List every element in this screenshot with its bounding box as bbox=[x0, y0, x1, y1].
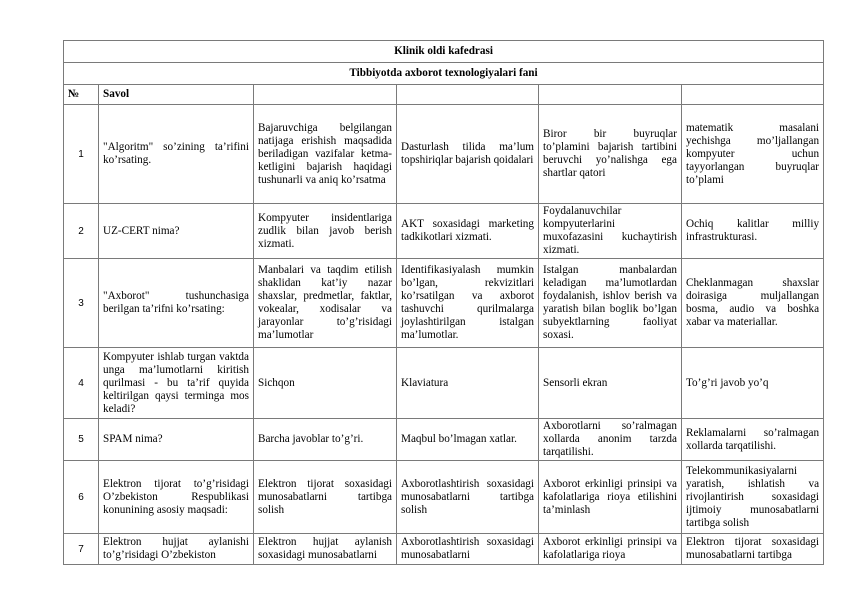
answer-option-b: Dasturlash tilida ma’lum topshiriqlar bajarish qoidalari bbox=[397, 105, 539, 204]
question-text: SPAM nima? bbox=[99, 419, 254, 461]
answer-option-c: Biror bir buyruqlar to’plamini bajarish tartibini beruvchi yo’nalishga ega shartlar qatori bbox=[539, 105, 682, 204]
answer-column-header bbox=[539, 85, 682, 105]
department-row bbox=[64, 41, 824, 63]
question-text: Elektron hujjat aylanishi to’g’risidagi O’zbekiston bbox=[99, 534, 254, 565]
answer-option-d: Ochiq kalitlar milliy infrastrukturasi. bbox=[682, 204, 824, 259]
answer-option-c: Istalgan manbalardan keladigan ma’lumotlardan foydalanish, ishlov berish va yaratish bilan boglik bo’lgan subyektlarning faoliyat soxasi. bbox=[539, 259, 682, 348]
table-row bbox=[64, 259, 824, 348]
answer-option-a: Elektron hujjat aylanish soxasidagi munosabatlarni bbox=[254, 534, 397, 565]
question-number: 4 bbox=[64, 348, 99, 419]
question-text: Kompyuter ishlab turgan vaktda unga ma’lumotlarni kiritish qurilmasi - bu ta’rif quyida keltirilgan qaysi terminga mos keladi? bbox=[99, 348, 254, 419]
answer-option-b: Maqbul bo’lmagan xatlar. bbox=[397, 419, 539, 461]
answer-option-d: To’g’ri javob yo’q bbox=[682, 348, 824, 419]
table-row bbox=[64, 534, 824, 565]
number-column-header: № bbox=[64, 85, 99, 105]
question-column-header: Savol bbox=[99, 85, 254, 105]
answer-option-d: Telekommunikasiyalarni yaratish, ishlatish va rivojlantirish soxasidagi ijtimoiy munosabatlarni tartibga solish bbox=[682, 461, 824, 534]
answer-option-b: AKT soxasidagi marketing tadkikotlari xizmati. bbox=[397, 204, 539, 259]
answer-option-d: Elektron tijorat soxasidagi munosabatlarni tartibga bbox=[682, 534, 824, 565]
question-number: 5 bbox=[64, 419, 99, 461]
answer-option-c: Axborot erkinligi prinsipi va kafolatlariga rioya bbox=[539, 534, 682, 565]
answer-option-a: Barcha javoblar to’g’ri. bbox=[254, 419, 397, 461]
question-number: 1 bbox=[64, 105, 99, 204]
answer-option-c: Axborotlarni so’ralmagan xollarda anonim tarzda tarqatilishi. bbox=[539, 419, 682, 461]
column-header-row bbox=[64, 85, 824, 105]
question-text: "Algoritm" so’zining ta’rifini ko’rsating. bbox=[99, 105, 254, 204]
question-number: 7 bbox=[64, 534, 99, 565]
question-number: 3 bbox=[64, 259, 99, 348]
question-text: "Axborot" tushunchasiga berilgan ta’rifni ko’rsating: bbox=[99, 259, 254, 348]
table-row bbox=[64, 105, 824, 204]
answer-option-d: matematik masalani yechishga mo’ljallangan kompyuter uchun tayyorlangan buyruqlar to’plami bbox=[682, 105, 824, 204]
subject-title: Tibbiyotda axborot texnologiyalari fani bbox=[64, 63, 824, 85]
table-row bbox=[64, 461, 824, 534]
answer-option-c: Axborot erkinligi prinsipi va kafolatlariga rioya etilishini ta’minlash bbox=[539, 461, 682, 534]
table-row bbox=[64, 419, 824, 461]
answer-column-header bbox=[397, 85, 539, 105]
answer-option-b: Klaviatura bbox=[397, 348, 539, 419]
answer-option-c: Sensorli ekran bbox=[539, 348, 682, 419]
answer-column-header bbox=[254, 85, 397, 105]
table-row bbox=[64, 348, 824, 419]
answer-option-a: Manbalari va taqdim etilish shaklidan kat’iy nazar shaxslar, predmetlar, faktlar, vokealar, xodisalar va jarayonlar to’g’risidagi ma’lumotlar bbox=[254, 259, 397, 348]
table-row bbox=[64, 204, 824, 259]
answer-option-a: Elektron tijorat soxasidagi munosabatlarni tartibga solish bbox=[254, 461, 397, 534]
answer-option-a: Sichqon bbox=[254, 348, 397, 419]
question-number: 6 bbox=[64, 461, 99, 534]
answer-column-header bbox=[682, 85, 824, 105]
question-text: Elektron tijorat to’g’risidagi O’zbekiston Respublikasi konunining asosiy maqsadi: bbox=[99, 461, 254, 534]
answer-option-a: Bajaruvchiga belgilangan natijaga erishish maqsadida beriladigan vazifalar ketma-ketligini bajarish haqidagi tushunarli va aniq ko’rsatma bbox=[254, 105, 397, 204]
question-number: 2 bbox=[64, 204, 99, 259]
answer-option-d: Reklamalarni so’ralmagan xollarda tarqatilishi. bbox=[682, 419, 824, 461]
answer-option-a: Kompyuter insidentlariga zudlik bilan javob berish xizmati. bbox=[254, 204, 397, 259]
answer-option-b: Identifikasiyalash mumkin bo’lgan, rekvizitlari ko’rsatilgan va axborot tashuvchi qurilmalarga joylashtirilgan istalgan ma’lumotlar. bbox=[397, 259, 539, 348]
answer-option-b: Axborotlashtirish soxasidagi munosabatlarni bbox=[397, 534, 539, 565]
answer-option-c: Foydalanuvchilar kompyuterlarini muxofazasini kuchaytirish xizmati. bbox=[539, 204, 682, 259]
department-title: Klinik oldi kafedrasi bbox=[64, 41, 824, 63]
answer-option-b: Axborotlashtirish soxasidagi munosabatlarni tartibga solish bbox=[397, 461, 539, 534]
answer-option-d: Cheklanmagan shaxslar doirasiga muljallangan bosma, audio va boshka xabar va materiallar. bbox=[682, 259, 824, 348]
subject-row bbox=[64, 63, 824, 85]
questions-table bbox=[63, 40, 824, 565]
question-text: UZ-CERT nima? bbox=[99, 204, 254, 259]
